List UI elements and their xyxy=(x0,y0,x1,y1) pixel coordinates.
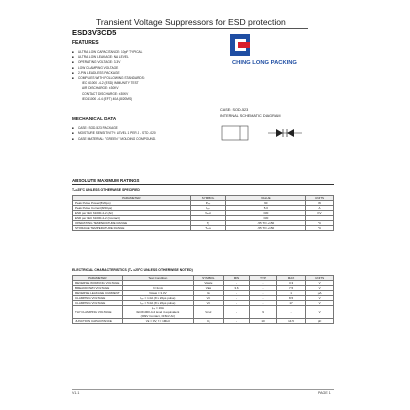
column-header: PARAMETER xyxy=(73,196,191,201)
table-cell: Cⱼ xyxy=(194,319,224,324)
table-cell: Iʀ xyxy=(194,291,224,296)
column-header: VALUE xyxy=(226,196,306,201)
table-cell: - xyxy=(223,281,250,286)
schematic-diagram xyxy=(220,120,308,150)
table-cell: Vʀ = 0V, f = 1MHz xyxy=(122,319,193,324)
standard-item: IEC61000 -4-4 (EFT) 40A (8/20MS) xyxy=(82,96,133,101)
column-header: Test Condition xyxy=(122,276,193,281)
table-cell: Vᴄ xyxy=(194,296,224,301)
mechanical-item: ■ CASE: SOD-523 PACKAGE xyxy=(72,126,156,131)
table-cell: °C xyxy=(306,221,334,226)
column-header: UNITS xyxy=(306,196,334,201)
table-cell: - xyxy=(223,291,250,296)
table-cell: Vᴄʟᴘ xyxy=(194,306,224,319)
abs-max-table xyxy=(72,195,334,231)
table-cell: Tₛₜɢ xyxy=(190,226,226,231)
table-cell: V xyxy=(306,301,334,306)
table-cell: Peak Pulse Current(8/20μs) xyxy=(73,206,191,211)
table-row xyxy=(73,226,334,231)
feature-item: ■ OPERATING VOLTAGE: 3.3V xyxy=(72,60,237,65)
table-cell: Vᴄ xyxy=(194,301,224,306)
table-cell: 90 xyxy=(226,201,306,206)
feature-item: ■ ULTRA LOW LEAKAGE: NA LEVEL xyxy=(72,55,237,60)
feature-item: ■ ULTRA LOW CAPACITANCE: 10pF TYPICAL xyxy=(72,50,237,55)
table-cell: REVERSE LEAKAGE CURRENT xyxy=(73,291,123,296)
cell-line: IEC61000-4-2 level 4 equivalent xyxy=(136,310,180,314)
brand-name: CHING LONG PACKING xyxy=(232,60,297,66)
company-logo xyxy=(229,33,251,57)
table-cell: W xyxy=(306,201,334,206)
table-cell: Pₚₚ xyxy=(190,201,226,206)
table-cell: -55 TO +150 xyxy=(226,221,306,226)
diode-symbol xyxy=(276,129,283,137)
table-cell: °C xyxy=(306,226,334,231)
mechanical-item: ■ MOISTURE SENSITIVITY: LEVEL 1 PER J - STD -020 xyxy=(72,131,156,136)
table-cell: V xyxy=(306,286,334,291)
table-cell: Iₚₚ xyxy=(190,206,226,211)
title-underline xyxy=(96,28,308,29)
standard-item: AIR DISCHARGE: ±30KV xyxy=(82,86,119,91)
table-cell: ±30 xyxy=(226,211,306,216)
column-header: SYMBOL xyxy=(190,196,226,201)
abs-max-heading: ABSOLUTE MAXIMUM RATINGS xyxy=(72,178,334,185)
table-cell: 9 xyxy=(250,306,277,319)
standard-item: CONTACT DISCHARGE: ±30KV xyxy=(82,91,129,96)
table-cell: Vʀᴡᴍ xyxy=(194,281,224,286)
column-header: MIN xyxy=(223,276,250,281)
document-title: Transient Voltage Suppressors for ESD protection xyxy=(96,17,286,27)
table-cell: KV xyxy=(306,211,334,216)
table-cell: -55 TO +150 xyxy=(226,226,306,231)
table-cell: TLP CLAMPING VOLTAGE xyxy=(73,306,123,319)
table-cell: OPERATING TEMPERATURE RANGE xyxy=(73,221,191,226)
table-cell: 8.5 xyxy=(276,296,306,301)
table-cell: - xyxy=(250,286,277,291)
part-number: ESD3V3CD5 xyxy=(72,28,117,37)
footer-rule xyxy=(72,389,334,390)
footer-version: V1.1 xyxy=(72,391,80,395)
mechanical-heading: MECHANICAL DATA xyxy=(72,116,117,121)
table-cell: Vʀᴡᴍ = 3.3V xyxy=(122,291,193,296)
electrical-heading: ELECTRICAL CHARACTERISTICS (Tₐ =25°C UNLESS OTHERWISE NOTED) xyxy=(72,268,193,272)
table-cell: Peak Pulse Power(8/20μs) xyxy=(73,201,191,206)
table-cell: - xyxy=(250,281,277,286)
schematic-label: INTERNAL SCHEMATIC DIAGRAM xyxy=(220,114,281,118)
table-cell: Iₚₚ = 5.0A (8 x 20μs pulse) xyxy=(122,301,193,306)
case-label: CASE: SOD-523 xyxy=(220,108,249,112)
diode-symbol xyxy=(287,129,294,137)
table-cell: CLAMPING VOLTAGE xyxy=(73,296,123,301)
column-header: SYMBOL xyxy=(194,276,224,281)
column-header: MAX xyxy=(276,276,306,281)
table-cell: JUNCTION CAPACITANCE xyxy=(73,319,123,324)
table-cell: 10 xyxy=(250,319,277,324)
table-cell: - xyxy=(223,319,250,324)
table-cell: Tⱼ xyxy=(190,221,226,226)
table-cell: Iᴛ=1mA xyxy=(122,286,193,291)
electrical-table xyxy=(72,275,334,324)
feature-item: ■ COMPLIES WITH FOLLOWING STANDARDS: xyxy=(72,76,237,81)
column-header: TYP xyxy=(250,276,277,281)
table-cell: - xyxy=(223,306,250,319)
package-body xyxy=(222,126,248,140)
table-row xyxy=(73,306,334,319)
table-cell: ESD per IEC 61000-4-2 (Air) xyxy=(73,211,191,216)
mechanical-item: ■ CASE MATERIAL: "GREEN " MOLDING COMPOUND. xyxy=(72,137,156,142)
column-header: PARAMETER xyxy=(73,276,123,281)
table-cell: 5.0 xyxy=(226,206,306,211)
features-list xyxy=(72,50,237,102)
table-cell: - xyxy=(250,291,277,296)
table-cell xyxy=(122,306,193,319)
table-cell: REVERSE WORKING VOLTAGE xyxy=(73,281,123,286)
cell-line: (±8kV Contact, ±15kV Air) xyxy=(140,314,176,318)
table-cell: 3.6 xyxy=(223,286,250,291)
feature-item: ■ LOW CLAMPING VOLTAGE xyxy=(72,66,237,71)
table-cell: V xyxy=(306,306,334,319)
table-row xyxy=(73,319,334,324)
table-cell: 3.3 xyxy=(276,281,306,286)
table-cell: Vₑₛᴅ xyxy=(190,211,226,216)
standard-item: IEC 61000 -4-2 (ESD) IMMUNITY TEST xyxy=(82,81,139,86)
table-cell: CLAMPING VOLTAGE xyxy=(73,301,123,306)
feature-item: ■ 2-PIN LEADLESS PACKAGE xyxy=(72,71,237,76)
mechanical-list xyxy=(72,126,156,142)
table-cell: Iₚₚ = 1.0A (8 x 20μs pulse) xyxy=(122,296,193,301)
table-cell: A xyxy=(306,206,334,211)
table-cell: Vʙʀ xyxy=(194,286,224,291)
table-cell: 7.5 xyxy=(276,286,306,291)
footer-page: PAGE 1 xyxy=(318,391,331,395)
cell-line: Iₚₚ = 16A xyxy=(151,306,164,310)
table-cell: μA xyxy=(306,291,334,296)
table-cell: BREAKDOWN VOLTAGE xyxy=(73,286,123,291)
table-cell: - xyxy=(250,301,277,306)
table-cell: - xyxy=(223,296,250,301)
table-cell: ±30 xyxy=(226,216,306,221)
table-cell: 17 xyxy=(276,301,306,306)
table-cell: STORAGE TEMPERATURE RANGE xyxy=(73,226,191,231)
table-cell: V xyxy=(306,296,334,301)
table-cell: - xyxy=(250,296,277,301)
table-cell: ESD per IEC 61000-4-2 (Contact) xyxy=(73,216,191,221)
abs-max-condition: Tₐ=25°C UNLESS OTHERWISE SPECIFIED xyxy=(72,188,140,192)
table-cell: V xyxy=(306,281,334,286)
table-cell: - xyxy=(276,306,306,319)
table-cell: 14.5 xyxy=(276,319,306,324)
table-cell: - xyxy=(223,301,250,306)
features-heading: FEATURES xyxy=(72,40,99,46)
table-cell: pF xyxy=(306,319,334,324)
column-header: UNITS xyxy=(306,276,334,281)
table-cell: 1 xyxy=(276,291,306,296)
